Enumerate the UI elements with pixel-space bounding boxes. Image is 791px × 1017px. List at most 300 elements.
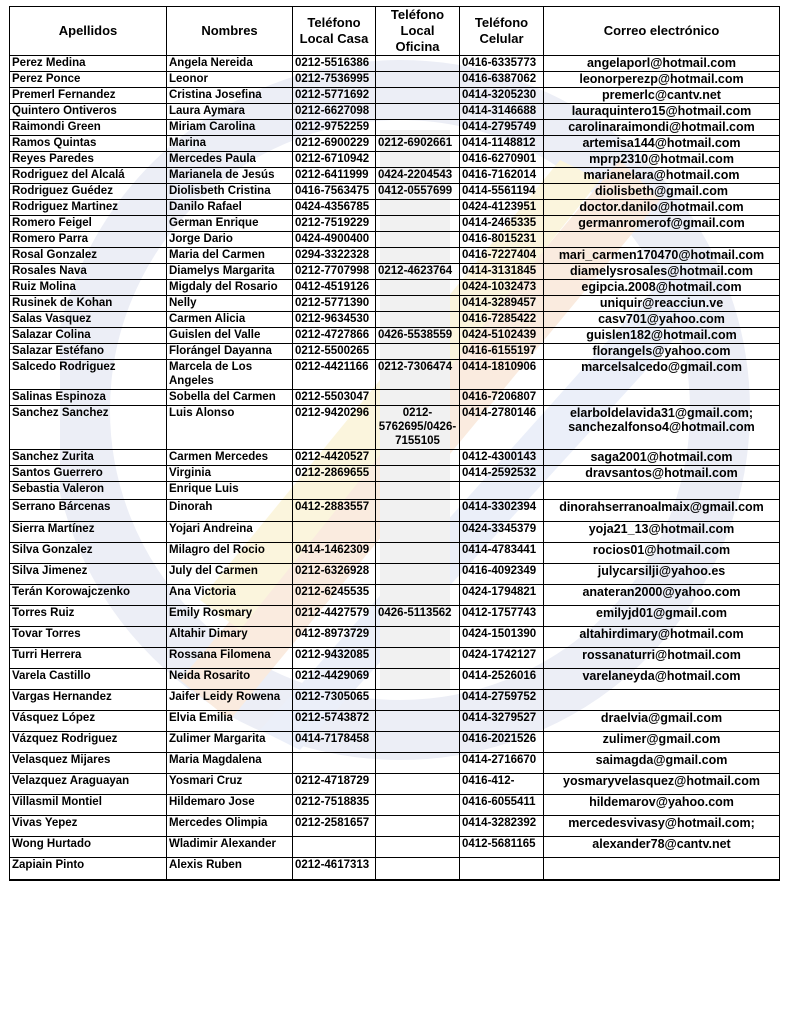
cell-correo: saimagda@gmail.com [544, 753, 780, 774]
table-row [10, 450, 780, 466]
cell-nombres: Diolisbeth Cristina [167, 184, 293, 200]
cell-nombres: Altahir Dimary [167, 627, 293, 648]
cell-correo [544, 858, 780, 880]
cell-correo: lauraquintero15@hotmail.com [544, 104, 780, 120]
cell-telefono-celular: 0414-2592532 [460, 466, 544, 482]
table-row [10, 216, 780, 232]
cell-nombres: Dinorah [167, 500, 293, 522]
cell-telefono-casa: 0212-4617313 [293, 858, 376, 880]
cell-telefono-celular: 0416-6270901 [460, 152, 544, 168]
cell-nombres: Marcela de Los Angeles [167, 360, 293, 390]
cell-telefono-celular: 0424-1742127 [460, 648, 544, 669]
cell-correo: leonorperezp@hotmail.com [544, 72, 780, 88]
table-row [10, 152, 780, 168]
cell-correo: artemisa144@hotmail.com [544, 136, 780, 152]
cell-correo: dravsantos@hotmail.com [544, 466, 780, 482]
table-row [10, 136, 780, 152]
cell-telefono-casa: 0212-6326928 [293, 564, 376, 585]
table-row [10, 669, 780, 690]
cell-telefono-celular: 0416-7162014 [460, 168, 544, 184]
table-row [10, 184, 780, 200]
cell-correo: mari_carmen170470@hotmail.com [544, 248, 780, 264]
cell-telefono-celular: 0414-3131845 [460, 264, 544, 280]
table-row [10, 200, 780, 216]
cell-telefono-oficina: 0424-2204543 [376, 168, 460, 184]
cell-correo: yosmaryvelasquez@hotmail.com [544, 774, 780, 795]
cell-telefono-casa: 0414-7178458 [293, 732, 376, 753]
cell-telefono-casa: 0424-4356785 [293, 200, 376, 216]
cell-telefono-casa: 0212-4718729 [293, 774, 376, 795]
cell-telefono-casa: 0412-4519126 [293, 280, 376, 296]
cell-telefono-oficina [376, 450, 460, 466]
cell-nombres: Emily Rosmary [167, 606, 293, 627]
table-row [10, 774, 780, 795]
cell-telefono-oficina [376, 152, 460, 168]
table-row [10, 56, 780, 72]
table-row [10, 564, 780, 585]
cell-telefono-oficina [376, 200, 460, 216]
cell-telefono-celular: 0424-5102439 [460, 328, 544, 344]
cell-telefono-casa: 0212-5771390 [293, 296, 376, 312]
cell-apellidos: Vásquez López [10, 711, 167, 732]
cell-telefono-celular: 0414-1810906 [460, 360, 544, 390]
cell-apellidos: Quintero Ontiveros [10, 104, 167, 120]
table-row [10, 120, 780, 136]
cell-telefono-casa: 0416-7563475 [293, 184, 376, 200]
cell-telefono-casa: 0212-2869655 [293, 466, 376, 482]
cell-nombres: Maria del Carmen [167, 248, 293, 264]
cell-telefono-casa: 0212-5516386 [293, 56, 376, 72]
cell-telefono-oficina [376, 390, 460, 406]
cell-telefono-celular: 0414-3279527 [460, 711, 544, 732]
cell-correo: alexander78@cantv.net [544, 837, 780, 858]
cell-nombres: Luis Alonso [167, 406, 293, 450]
cell-apellidos: Rodriguez Martinez [10, 200, 167, 216]
cell-telefono-celular: 0414-2716670 [460, 753, 544, 774]
cell-telefono-oficina [376, 585, 460, 606]
cell-telefono-casa: 0212-5500265 [293, 344, 376, 360]
cell-telefono-oficina [376, 690, 460, 711]
cell-telefono-oficina: 0212-6902661 [376, 136, 460, 152]
cell-telefono-oficina: 0212-4623764 [376, 264, 460, 280]
cell-correo: diolisbeth@gmail.com [544, 184, 780, 200]
cell-telefono-oficina [376, 753, 460, 774]
cell-telefono-oficina [376, 56, 460, 72]
cell-nombres: Marianela de Jesús [167, 168, 293, 184]
cell-apellidos: Perez Medina [10, 56, 167, 72]
cell-telefono-casa: 0212-5743872 [293, 711, 376, 732]
cell-apellidos: Rodriguez Guédez [10, 184, 167, 200]
cell-apellidos: Reyes Paredes [10, 152, 167, 168]
cell-telefono-oficina [376, 627, 460, 648]
cell-telefono-casa: 0212-5771692 [293, 88, 376, 104]
cell-nombres: Cristina Josefina [167, 88, 293, 104]
cell-apellidos: Turri Herrera [10, 648, 167, 669]
cell-telefono-celular: 0424-3345379 [460, 522, 544, 543]
cell-apellidos: Romero Feigel [10, 216, 167, 232]
cell-correo: dinorahserranoalmaix@gmail.com [544, 500, 780, 522]
cell-telefono-celular: 0424-1501390 [460, 627, 544, 648]
cell-telefono-oficina [376, 280, 460, 296]
table-row [10, 328, 780, 344]
table-row [10, 296, 780, 312]
cell-apellidos: Rusinek de Kohan [10, 296, 167, 312]
cell-nombres: Mercedes Olimpia [167, 816, 293, 837]
cell-apellidos: Salas Vasquez [10, 312, 167, 328]
cell-telefono-celular: 0424-4123951 [460, 200, 544, 216]
table-row [10, 264, 780, 280]
cell-telefono-casa: 0212-7536995 [293, 72, 376, 88]
cell-apellidos: Tovar Torres [10, 627, 167, 648]
cell-telefono-casa [293, 753, 376, 774]
cell-telefono-oficina [376, 104, 460, 120]
cell-telefono-celular: 0414-5561194 [460, 184, 544, 200]
table-row [10, 344, 780, 360]
cell-telefono-celular: 0414-2795749 [460, 120, 544, 136]
cell-apellidos: Salinas Espinoza [10, 390, 167, 406]
cell-apellidos: Silva Jimenez [10, 564, 167, 585]
header-telefono-casa: Teléfono Local Casa [293, 7, 376, 56]
cell-correo: elarboldelavida31@gmail.com; sanchezalfonso4@hotmail.com [544, 406, 780, 450]
cell-telefono-casa: 0212-4427579 [293, 606, 376, 627]
table-row [10, 248, 780, 264]
cell-telefono-oficina [376, 795, 460, 816]
cell-telefono-oficina [376, 216, 460, 232]
table-row [10, 312, 780, 328]
cell-nombres: Migdaly del Rosario [167, 280, 293, 296]
cell-telefono-oficina [376, 312, 460, 328]
cell-telefono-oficina [376, 732, 460, 753]
cell-correo: germanromerof@gmail.com [544, 216, 780, 232]
cell-nombres: Alexis Ruben [167, 858, 293, 880]
cell-nombres: Angela Nereida [167, 56, 293, 72]
cell-telefono-oficina [376, 120, 460, 136]
cell-apellidos: Raimondi Green [10, 120, 167, 136]
cell-telefono-casa: 0212-4727866 [293, 328, 376, 344]
cell-telefono-casa: 0424-4900400 [293, 232, 376, 248]
cell-apellidos: Torres Ruiz [10, 606, 167, 627]
cell-apellidos: Salazar Estéfano [10, 344, 167, 360]
cell-apellidos: Rosales Nava [10, 264, 167, 280]
cell-telefono-celular: 0414-3302394 [460, 500, 544, 522]
cell-telefono-casa [293, 522, 376, 543]
cell-telefono-casa: 0212-2581657 [293, 816, 376, 837]
cell-nombres: Carmen Mercedes [167, 450, 293, 466]
cell-telefono-celular: 0414-1148812 [460, 136, 544, 152]
cell-apellidos: Rosal Gonzalez [10, 248, 167, 264]
cell-telefono-oficina [376, 296, 460, 312]
cell-correo: emilyjd01@gmail.com [544, 606, 780, 627]
cell-telefono-casa: 0212-7518835 [293, 795, 376, 816]
cell-apellidos: Silva Gonzalez [10, 543, 167, 564]
cell-apellidos: Perez Ponce [10, 72, 167, 88]
cell-telefono-celular: 0414-4783441 [460, 543, 544, 564]
cell-telefono-oficina: 0426-5113562 [376, 606, 460, 627]
cell-correo [544, 232, 780, 248]
cell-telefono-celular: 0414-2780146 [460, 406, 544, 450]
cell-correo: rossanaturri@hotmail.com [544, 648, 780, 669]
cell-nombres: July del Carmen [167, 564, 293, 585]
cell-telefono-celular: 0414-3146688 [460, 104, 544, 120]
cell-telefono-celular: 0416-7227404 [460, 248, 544, 264]
cell-telefono-celular [460, 482, 544, 500]
cell-telefono-celular: 0416-7206807 [460, 390, 544, 406]
cell-telefono-celular: 0412-1757743 [460, 606, 544, 627]
table-row [10, 232, 780, 248]
cell-nombres: Elvia Emilia [167, 711, 293, 732]
cell-telefono-casa: 0212-9420296 [293, 406, 376, 450]
cell-apellidos: Ruiz Molina [10, 280, 167, 296]
cell-apellidos: Vivas Yepez [10, 816, 167, 837]
table-row [10, 482, 780, 500]
table-row [10, 360, 780, 390]
cell-correo: florangels@yahoo.com [544, 344, 780, 360]
cell-apellidos: Rodriguez del Alcalá [10, 168, 167, 184]
cell-correo: varelaneyda@hotmail.com [544, 669, 780, 690]
header-nombres: Nombres [167, 7, 293, 56]
cell-telefono-casa: 0212-7519229 [293, 216, 376, 232]
cell-telefono-celular: 0414-2465335 [460, 216, 544, 232]
cell-telefono-casa: 0414-1462309 [293, 543, 376, 564]
cell-nombres: Danilo Rafael [167, 200, 293, 216]
cell-telefono-oficina [376, 466, 460, 482]
cell-apellidos: Velazquez Araguayan [10, 774, 167, 795]
cell-telefono-oficina [376, 711, 460, 732]
cell-nombres: Zulimer Margarita [167, 732, 293, 753]
cell-nombres: Carmen Alicia [167, 312, 293, 328]
cell-apellidos: Terán Korowajczenko [10, 585, 167, 606]
table-row [10, 72, 780, 88]
cell-telefono-casa [293, 837, 376, 858]
cell-telefono-oficina: 0412-0557699 [376, 184, 460, 200]
cell-telefono-celular: 0416-8015231 [460, 232, 544, 248]
cell-correo: marcelsalcedo@gmail.com [544, 360, 780, 390]
cell-correo: julycarsilji@yahoo.es [544, 564, 780, 585]
cell-telefono-celular [460, 858, 544, 880]
cell-telefono-oficina [376, 482, 460, 500]
cell-correo: casv701@yahoo.com [544, 312, 780, 328]
cell-nombres: Maria Magdalena [167, 753, 293, 774]
table-row [10, 104, 780, 120]
cell-telefono-celular: 0412-4300143 [460, 450, 544, 466]
cell-telefono-oficina [376, 774, 460, 795]
cell-telefono-oficina [376, 564, 460, 585]
cell-telefono-casa: 0212-6627098 [293, 104, 376, 120]
header-telefono-celular: Teléfono Celular [460, 7, 544, 56]
cell-nombres: Virginia [167, 466, 293, 482]
cell-nombres: Sobella del Carmen [167, 390, 293, 406]
cell-nombres: Leonor [167, 72, 293, 88]
cell-correo: egipcia.2008@hotmail.com [544, 280, 780, 296]
table-row [10, 648, 780, 669]
table-row [10, 690, 780, 711]
table-row [10, 627, 780, 648]
cell-correo [544, 390, 780, 406]
cell-apellidos: Santos Guerrero [10, 466, 167, 482]
table-row [10, 280, 780, 296]
cell-correo: anateran2000@yahoo.com [544, 585, 780, 606]
table-row [10, 522, 780, 543]
cell-telefono-casa: 0212-4421166 [293, 360, 376, 390]
cell-correo: doctor.danilo@hotmail.com [544, 200, 780, 216]
cell-correo: angelaporl@hotmail.com [544, 56, 780, 72]
cell-telefono-celular: 0424-1794821 [460, 585, 544, 606]
cell-telefono-casa: 0212-6411999 [293, 168, 376, 184]
table-row [10, 500, 780, 522]
cell-correo [544, 482, 780, 500]
cell-correo: carolinaraimondi@hotmail.com [544, 120, 780, 136]
cell-telefono-celular: 0416-6055411 [460, 795, 544, 816]
cell-apellidos: Villasmil Montiel [10, 795, 167, 816]
cell-correo: mprp2310@hotmail.com [544, 152, 780, 168]
cell-nombres: Laura Aymara [167, 104, 293, 120]
cell-apellidos: Varela Castillo [10, 669, 167, 690]
cell-telefono-casa: 0212-4429069 [293, 669, 376, 690]
table-row [10, 88, 780, 104]
cell-nombres: Florángel Dayanna [167, 344, 293, 360]
cell-apellidos: Vargas Hernandez [10, 690, 167, 711]
cell-telefono-casa: 0212-9432085 [293, 648, 376, 669]
cell-nombres: Miriam Carolina [167, 120, 293, 136]
cell-correo [544, 690, 780, 711]
cell-correo: rocios01@hotmail.com [544, 543, 780, 564]
table-row [10, 732, 780, 753]
cell-nombres: Milagro del Rocio [167, 543, 293, 564]
cell-nombres: Hildemaro Jose [167, 795, 293, 816]
cell-telefono-oficina [376, 858, 460, 880]
cell-telefono-celular: 0416-6155197 [460, 344, 544, 360]
cell-nombres: Enrique Luis [167, 482, 293, 500]
cell-correo: saga2001@hotmail.com [544, 450, 780, 466]
header-apellidos: Apellidos [10, 7, 167, 56]
cell-correo: zulimer@gmail.com [544, 732, 780, 753]
cell-telefono-celular: 0414-2526016 [460, 669, 544, 690]
cell-nombres: German Enrique [167, 216, 293, 232]
cell-nombres: Jorge Dario [167, 232, 293, 248]
cell-telefono-celular: 0412-5681165 [460, 837, 544, 858]
cell-telefono-celular: 0416-7285422 [460, 312, 544, 328]
table-row [10, 837, 780, 858]
cell-telefono-oficina [376, 232, 460, 248]
cell-telefono-casa: 0212-6245535 [293, 585, 376, 606]
cell-apellidos: Wong Hurtado [10, 837, 167, 858]
cell-nombres: Yosmari Cruz [167, 774, 293, 795]
cell-telefono-oficina [376, 543, 460, 564]
cell-telefono-casa: 0212-7305065 [293, 690, 376, 711]
cell-telefono-oficina: 0212-7306474 [376, 360, 460, 390]
cell-correo: uniquir@reacciun.ve [544, 296, 780, 312]
cell-telefono-casa: 0212-5503047 [293, 390, 376, 406]
cell-telefono-celular: 0414-3282392 [460, 816, 544, 837]
cell-telefono-casa: 0212-4420527 [293, 450, 376, 466]
cell-apellidos: Vázquez Rodriguez [10, 732, 167, 753]
cell-correo: altahirdimary@hotmail.com [544, 627, 780, 648]
cell-telefono-celular: 0424-1032473 [460, 280, 544, 296]
table-row [10, 543, 780, 564]
cell-telefono-oficina [376, 72, 460, 88]
cell-nombres: Guislen del Valle [167, 328, 293, 344]
cell-nombres: Rossana Filomena [167, 648, 293, 669]
cell-telefono-oficina: 0426-5538559 [376, 328, 460, 344]
cell-nombres: Yojari Andreina [167, 522, 293, 543]
table-row [10, 406, 780, 450]
cell-telefono-oficina [376, 648, 460, 669]
cell-telefono-casa [293, 482, 376, 500]
cell-telefono-oficina [376, 344, 460, 360]
cell-telefono-casa: 0212-9634530 [293, 312, 376, 328]
cell-telefono-casa: 0294-3322328 [293, 248, 376, 264]
cell-apellidos: Sanchez Sanchez [10, 406, 167, 450]
table-row [10, 816, 780, 837]
cell-correo: mercedesvivasy@hotmail.com; [544, 816, 780, 837]
cell-nombres: Ana Victoria [167, 585, 293, 606]
table-row [10, 711, 780, 732]
cell-telefono-oficina [376, 669, 460, 690]
cell-apellidos: Sanchez Zurita [10, 450, 167, 466]
contact-directory-table [9, 6, 780, 881]
header-correo: Correo electrónico [544, 7, 780, 56]
cell-correo: diamelysrosales@hotmail.com [544, 264, 780, 280]
table-row [10, 858, 780, 880]
cell-apellidos: Velasquez Mijares [10, 753, 167, 774]
cell-telefono-casa: 0212-9752259 [293, 120, 376, 136]
cell-nombres: Diamelys Margarita [167, 264, 293, 280]
cell-telefono-oficina: 0212-5762695/0426-7155105 [376, 406, 460, 450]
cell-telefono-celular: 0416-6387062 [460, 72, 544, 88]
cell-telefono-oficina [376, 248, 460, 264]
cell-apellidos: Salcedo Rodriguez [10, 360, 167, 390]
cell-telefono-celular: 0416-4092349 [460, 564, 544, 585]
cell-telefono-casa: 0412-8973729 [293, 627, 376, 648]
table-header-row [10, 7, 780, 56]
cell-apellidos: Premerl Fernandez [10, 88, 167, 104]
table-row [10, 753, 780, 774]
table-row [10, 390, 780, 406]
table-row [10, 795, 780, 816]
cell-telefono-celular: 0414-2759752 [460, 690, 544, 711]
cell-telefono-casa: 0212-6900229 [293, 136, 376, 152]
cell-correo: draelvia@gmail.com [544, 711, 780, 732]
cell-telefono-celular: 0416-412- [460, 774, 544, 795]
cell-nombres: Nelly [167, 296, 293, 312]
cell-apellidos: Serrano Bárcenas [10, 500, 167, 522]
cell-telefono-celular: 0416-2021526 [460, 732, 544, 753]
cell-apellidos: Sebastia Valeron [10, 482, 167, 500]
cell-telefono-casa: 0212-6710942 [293, 152, 376, 168]
cell-telefono-celular: 0414-3205230 [460, 88, 544, 104]
table-row [10, 606, 780, 627]
table-row [10, 585, 780, 606]
table-row [10, 466, 780, 482]
header-telefono-oficina: Teléfono Local Oficina [376, 7, 460, 56]
cell-correo: yoja21_13@hotmail.com [544, 522, 780, 543]
cell-telefono-casa: 0412-2883557 [293, 500, 376, 522]
cell-telefono-oficina [376, 522, 460, 543]
cell-telefono-casa: 0212-7707998 [293, 264, 376, 280]
cell-nombres: Mercedes Paula [167, 152, 293, 168]
cell-telefono-oficina [376, 500, 460, 522]
cell-nombres: Marina [167, 136, 293, 152]
cell-correo: marianelara@hotmail.com [544, 168, 780, 184]
cell-nombres: Jaifer Leidy Rowena [167, 690, 293, 711]
cell-nombres: Neida Rosarito [167, 669, 293, 690]
cell-nombres: Wladimir Alexander [167, 837, 293, 858]
table-row [10, 168, 780, 184]
cell-correo: premerlc@cantv.net [544, 88, 780, 104]
cell-telefono-oficina [376, 816, 460, 837]
cell-apellidos: Zapiain Pinto [10, 858, 167, 880]
cell-apellidos: Ramos Quintas [10, 136, 167, 152]
